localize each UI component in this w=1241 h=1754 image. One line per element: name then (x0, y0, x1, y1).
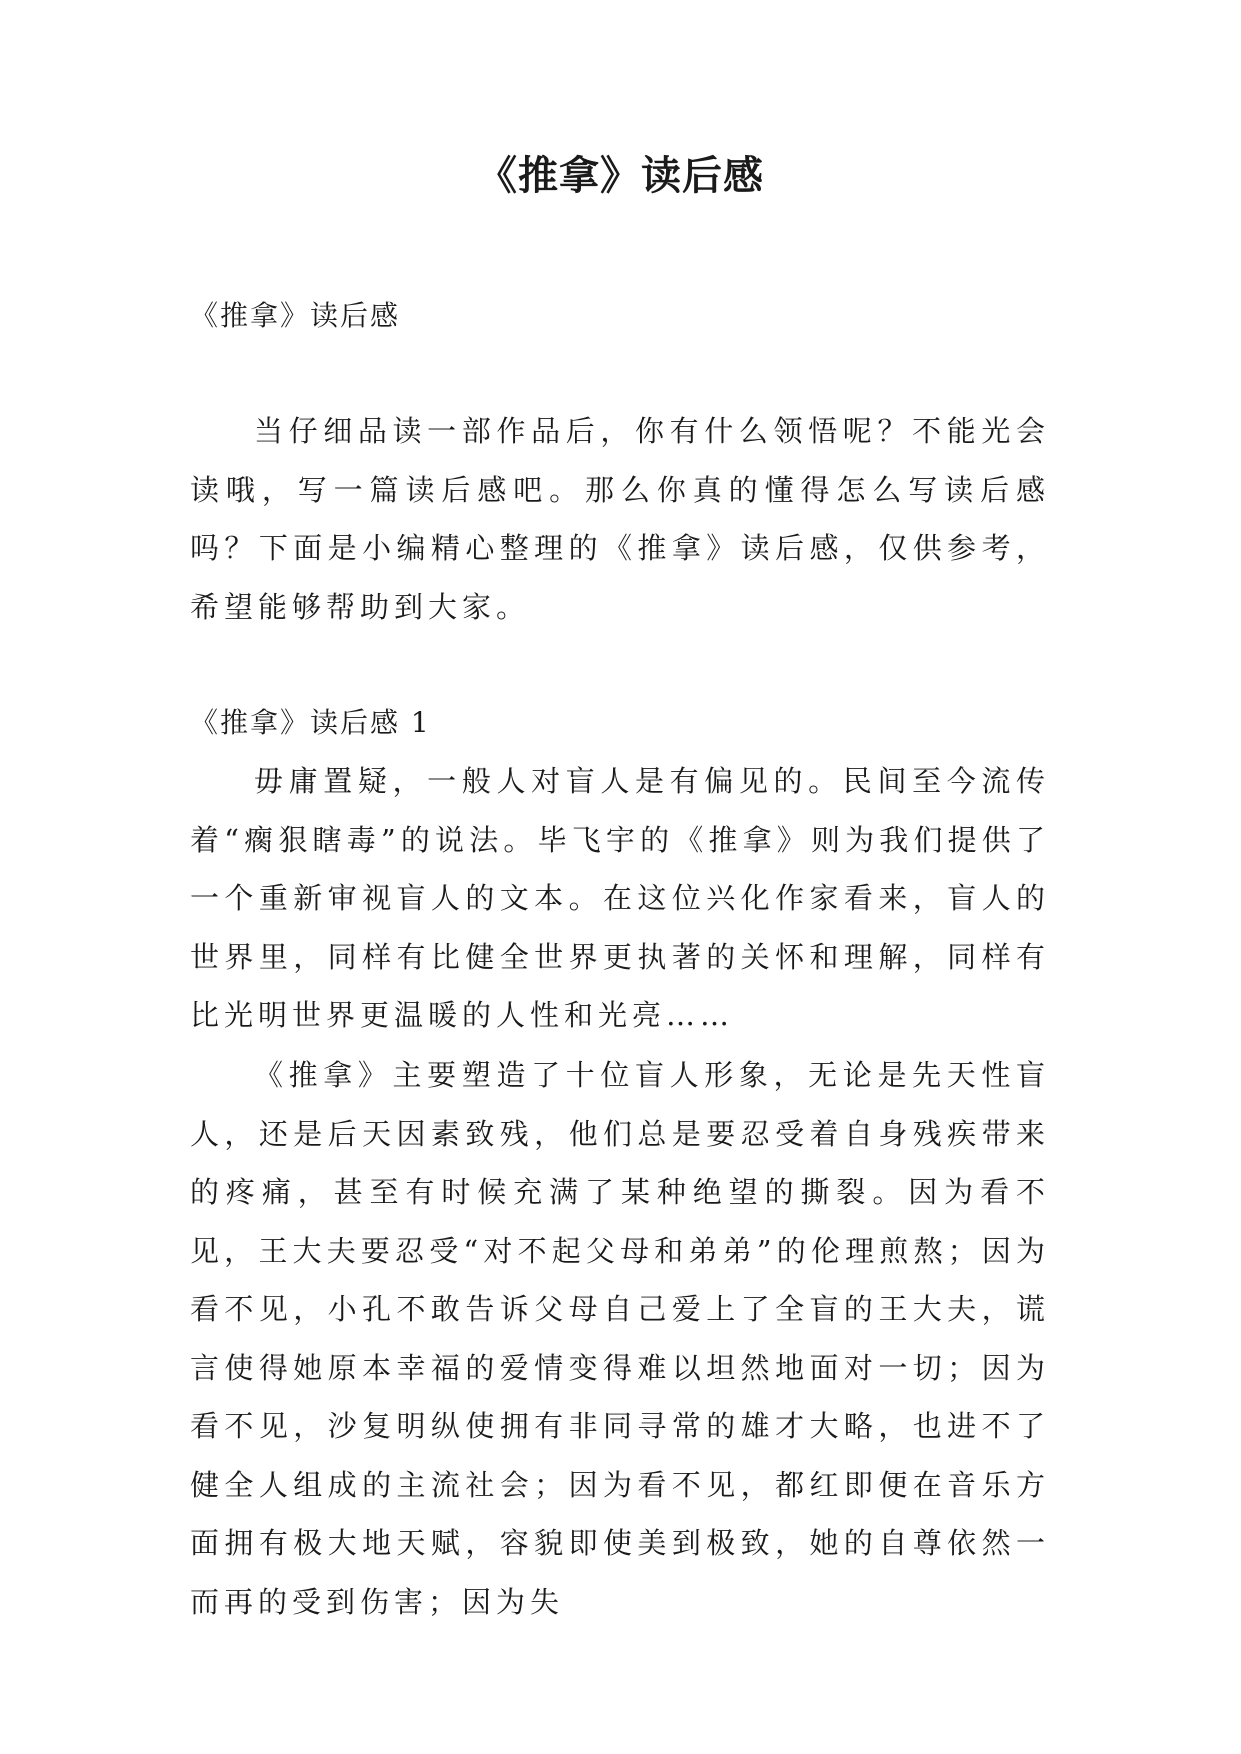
document-title: 《推拿》读后感 (477, 153, 764, 199)
section-heading: 《推拿》读后感 1 (190, 706, 431, 739)
body-paragraph-2: 《推拿》主要塑造了十位盲人形象，无论是先天性盲人，还是后天因素致残，他们总是要忍受着自身残疾带来的疼痛，甚至有时候充满了某种绝望的撕裂。因为看不见，王大夫要忍受“对不起父母和弟弟”的伦理煎熬；因为看不见，小孔不敢告诉父母自己爱上了全盲的王大夫，谎言使得她原本幸福的爱情变得难以坦然地面对一切；因为看不见，沙复明纵使拥有非同寻常的雄才大略，也进不了健全人组成的主流社会；因为看不见，都红即便在音乐方面拥有极大地天赋，容貌即使美到极致，她的自尊依然一而再的受到伤害；因为失 (190, 1058, 1050, 1619)
intro-paragraph: 当仔细品读一部作品后，你有什么领悟呢？不能光会读哦，写一篇读后感吧。那么你真的懂得怎么写读后感吗？下面是小编精心整理的《推拿》读后感，仅供参考，希望能够帮助到大家。 (190, 414, 1050, 624)
document-subtitle: 《推拿》读后感 (190, 299, 401, 332)
body-paragraph-1: 毋庸置疑，一般人对盲人是有偏见的。民间至今流传着“瘸狠瞎毒”的说法。毕飞宇的《推拿》则为我们提供了一个重新审视盲人的文本。在这位兴化作家看来，盲人的世界里，同样有比健全世界更执著的关怀和理解，同样有比光明世界更温暖的人性和光亮…… (190, 764, 1050, 1032)
